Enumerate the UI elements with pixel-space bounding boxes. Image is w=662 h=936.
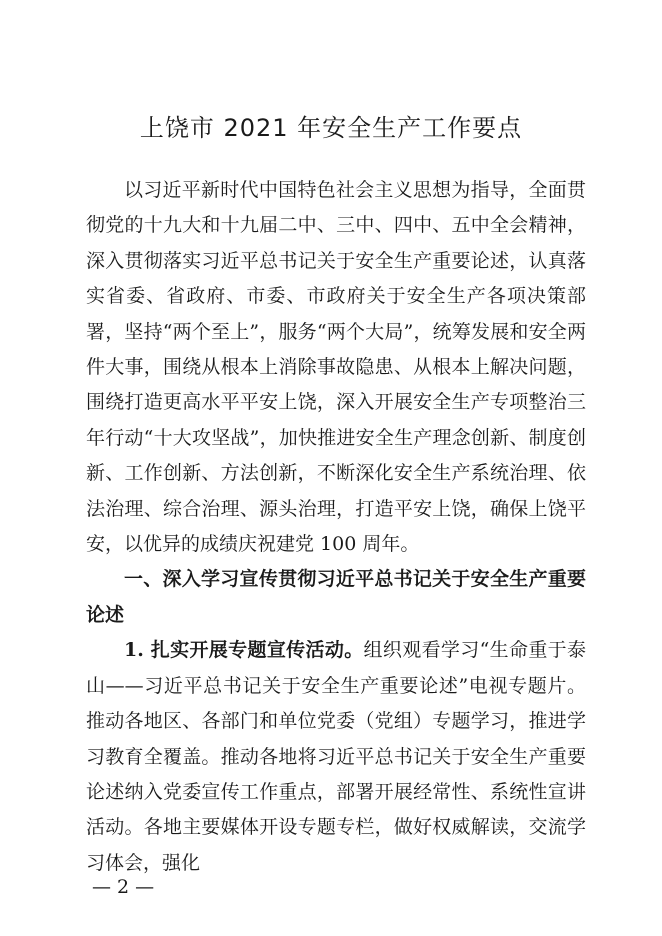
document-body (86, 173, 586, 881)
intro-paragraph: 以习近平新时代中国特色社会主义思想为指导，全面贯彻党的十九大和十九届二中、三中、四中、五中全会精神，深入贯彻落实习近平总书记关于安全生产重要论述，认真落实省委、省政府、市委、市政府关于安全生产各项决策部署，坚持“两个至上”，服务“两个大局”，统筹发展和安全两件大事，围绕从根本上消除事故隐患、从根本上解决问题，围绕打造更高水平平安上饶，深入开展安全生产专项整治三年行动“十大攻坚战”，加快推进安全生产理念创新、制度创新、工作创新、方法创新，不断深化安全生产系统治理、依法治理、综合治理、源头治理，打造平安上饶，确保上饶平安，以优异的成绩庆祝建党 100 周年。 (86, 179, 586, 556)
document-title: 上饶市 2021 年安全生产工作要点 (139, 114, 523, 142)
item-paragraph-1 (86, 633, 586, 881)
page-number: — 2 — (92, 876, 155, 898)
item-text-1: 组织观看学习“生命重于泰山——习近平总书记关于安全生产重要论述”电视专题片。推动各地区、各部门和单位党委（党组）专题学习，推进学习教育全覆盖。推动各地将习近平总书记关于安全生产重要论述纳入党委宣传工作重点，部署开展经常性、系统性宣讲活动。各地主要媒体开设专题专栏，做好权威解读，交流学习体会，强化 (86, 639, 587, 874)
item-lead-1: 1. 扎实开展专题宣传活动。 (124, 639, 364, 662)
section-heading-1: 一、深入学习宣传贯彻习近平总书记关于安全生产重要论述 (86, 568, 586, 626)
